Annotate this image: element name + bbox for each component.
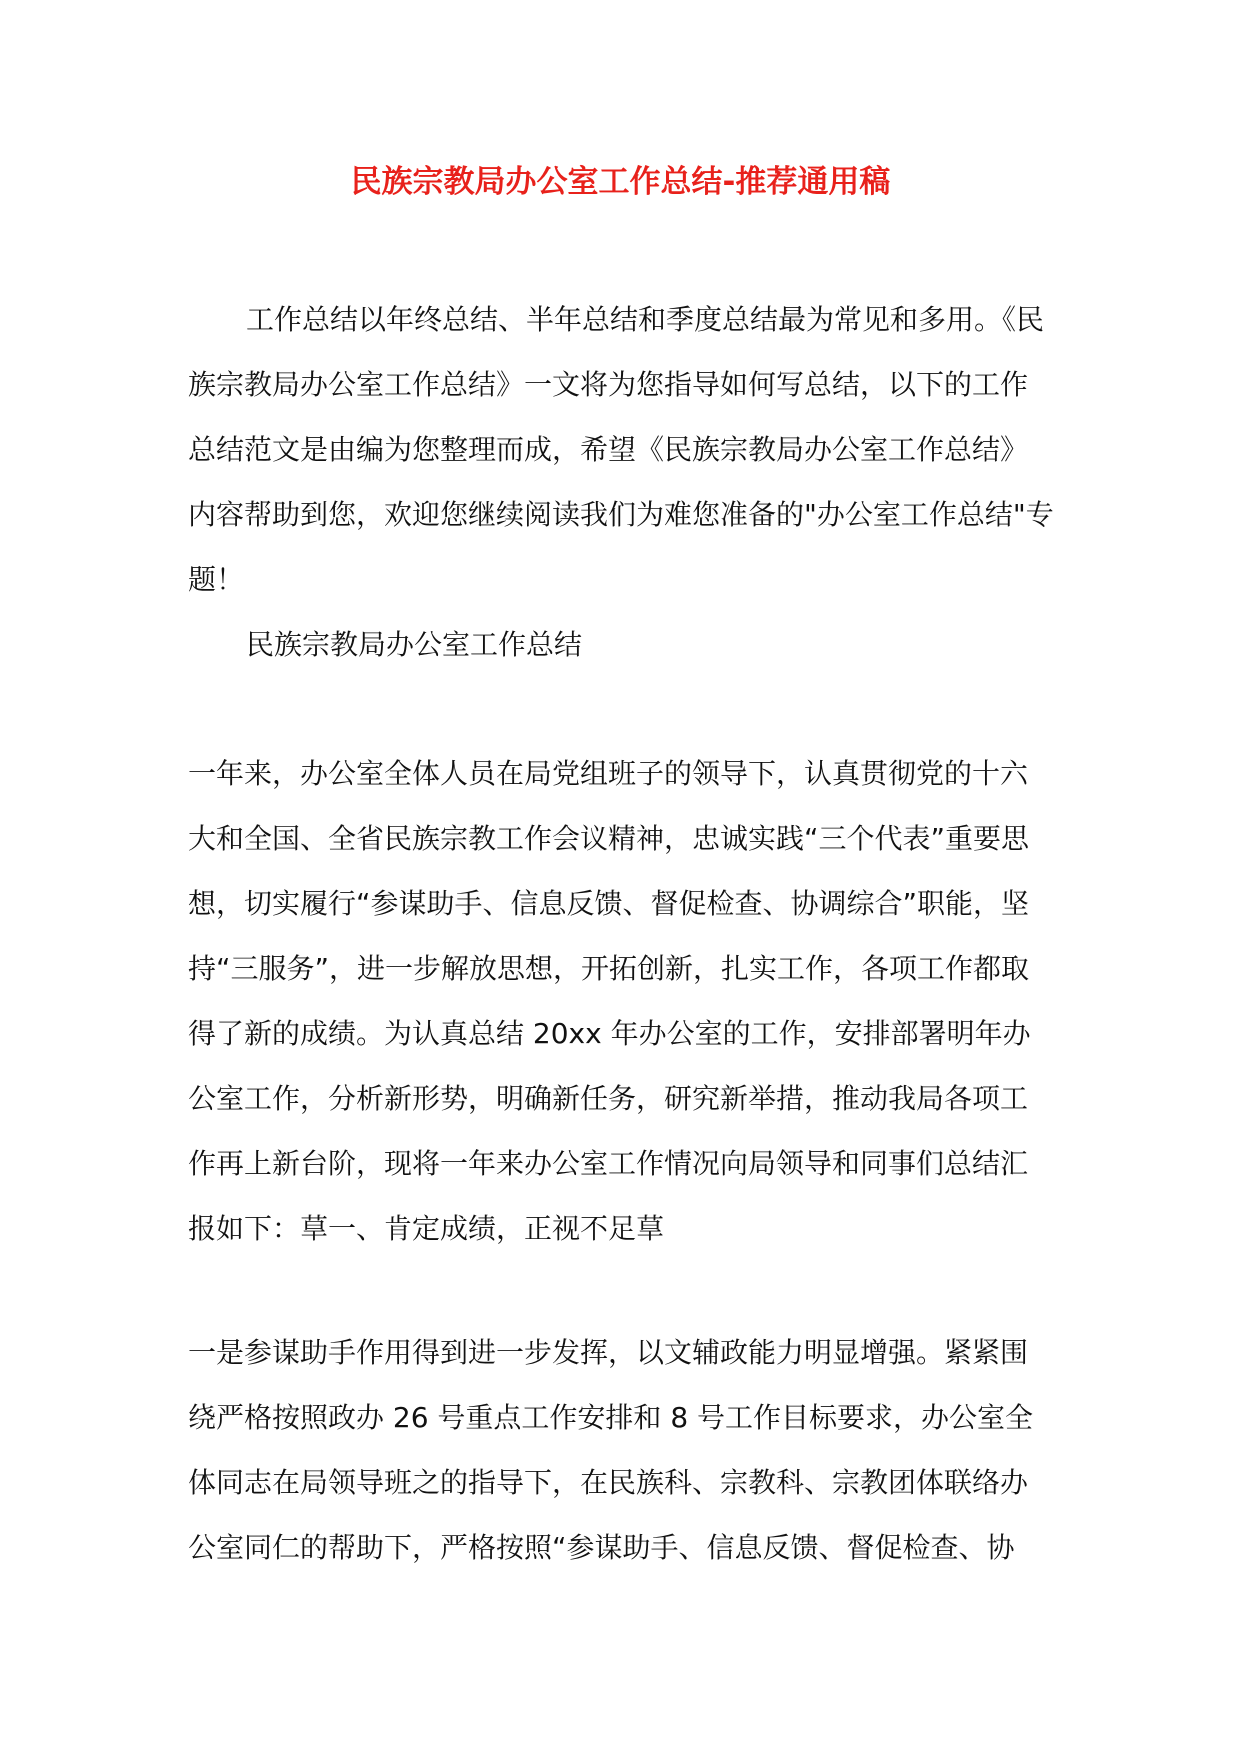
body-paragraph-2: 一是参谋助手作用得到进一步发挥，以文辅政能力明显增强。紧紧围绕严格按照政办 26 号重点工作安排和 8 号工作目标要求，办公室全体同志在局领导班之的指导下，在民族科、宗教科、宗教团体联络办公室同仁的帮助下，严格按照“参谋助手、信息反馈、督促检查、协: [188, 1336, 1034, 1564]
section-subtitle: 民族宗教局办公室工作总结: [246, 628, 583, 661]
body-paragraph-1: 一年来，办公室全体人员在局党组班子的领导下，认真贯彻党的十六大和全国、全省民族宗教工作会议精神，忠诚实践“三个代表”重要思想，切实履行“参谋助手、信息反馈、督促检查、协调综合”职能，坚持“三服务”，进一步解放思想，开拓创新，扎实工作，各项工作都取得了新的成绩。为认真总结 20xx 年办公室的工作，安排部署明年办公室工作，分析新形势，明确新任务，研究新举措，推动我局各项工作再上新台阶，现将一年来办公室工作情况向局领导和同事们总结汇报如下：䓍一、肯定成绩，正视不足䓍: [188, 757, 1031, 1245]
document-title: 民族宗教局办公室工作总结-推荐通用稿: [350, 164, 891, 200]
intro-paragraph: 工作总结以年终总结、半年总结和季度总结最为常见和多用。《民族宗教局办公室工作总结》一文将为您指导如何写总结，以下的工作总结范文是由编为您整理而成，希望《民族宗教局办公室工作总结》内容帮助到您，欢迎您继续阅读我们为难您准备的"办公室工作总结"专题！: [188, 303, 1054, 596]
